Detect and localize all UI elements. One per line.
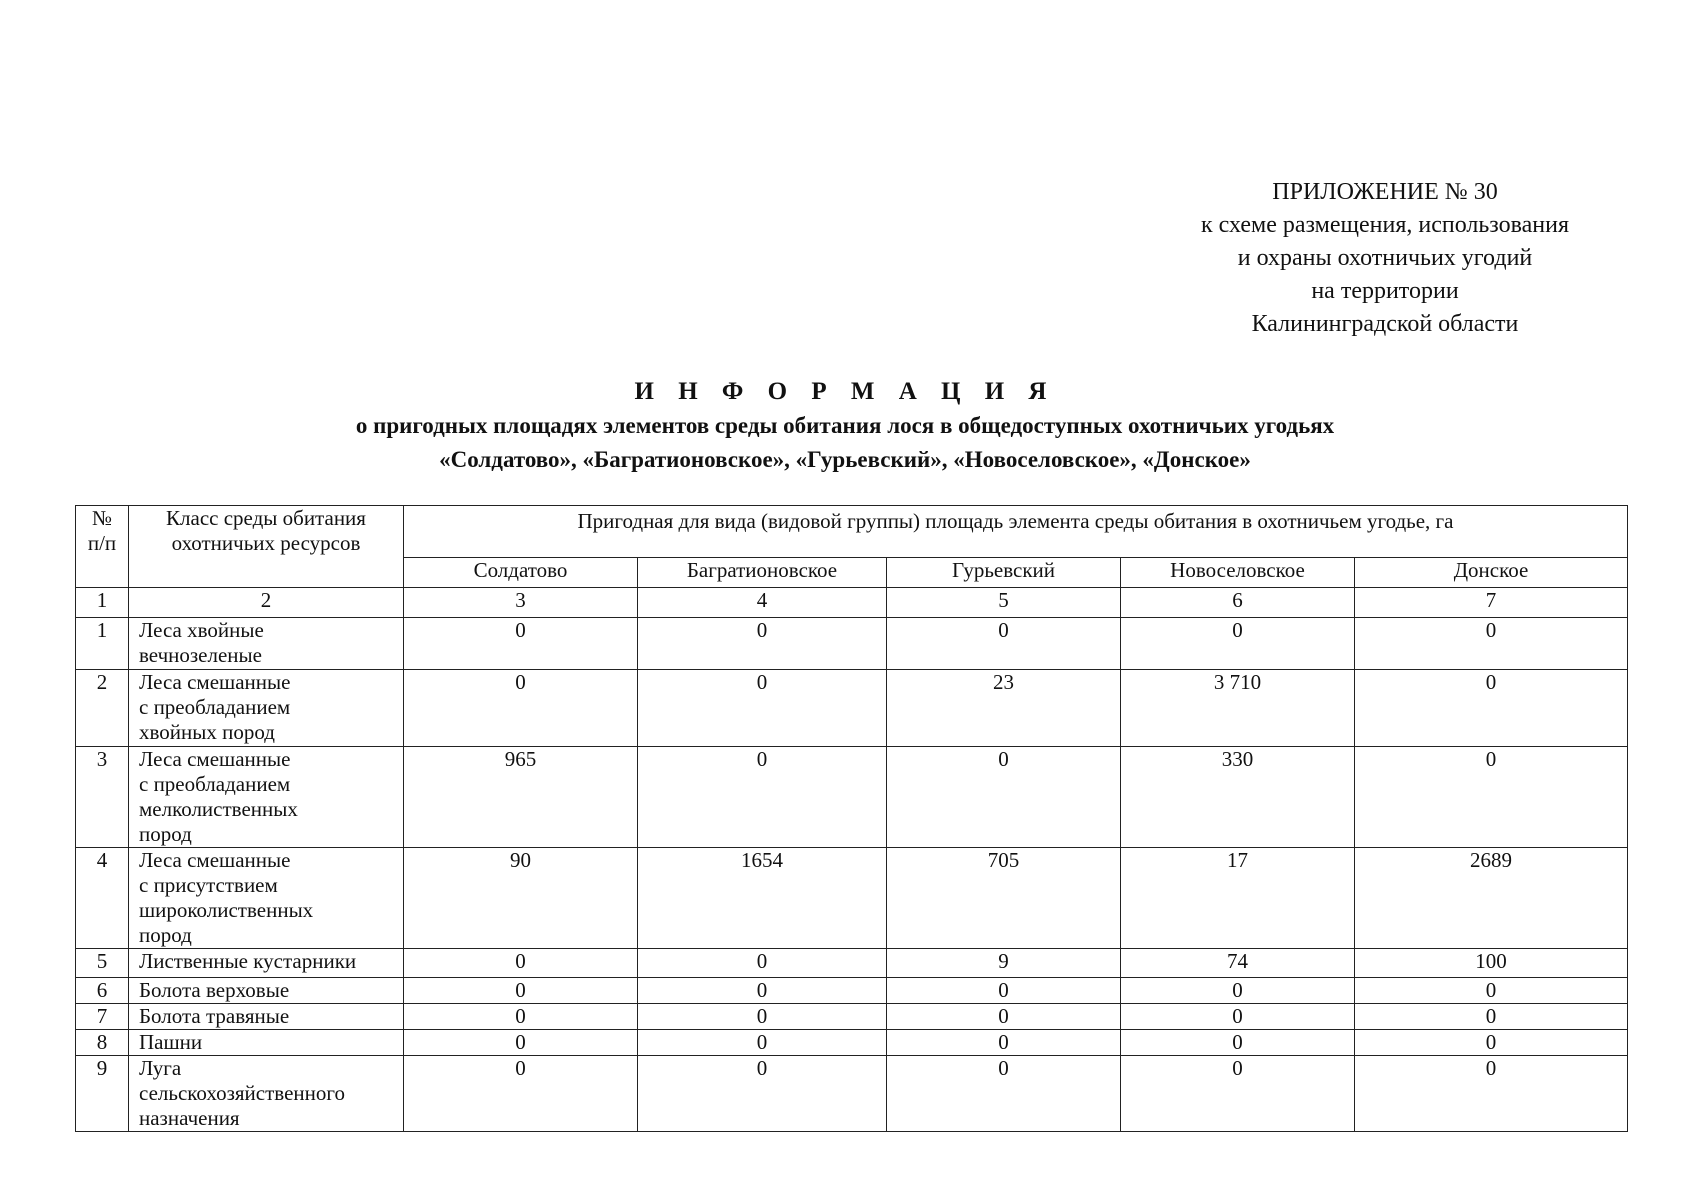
area-value: 0: [638, 670, 887, 747]
area-value: 90: [404, 848, 638, 949]
area-value: 0: [638, 1004, 887, 1030]
area-value: 0: [404, 670, 638, 747]
table-row: [76, 1004, 1628, 1030]
row-number: 7: [76, 1004, 129, 1030]
area-value: 0: [404, 1030, 638, 1056]
row-number: 4: [76, 848, 129, 949]
region-header: Солдатово: [404, 558, 638, 588]
row-number: 1: [76, 618, 129, 670]
habitat-class-line: с присутствием: [139, 873, 278, 897]
habitat-class: [129, 618, 404, 670]
habitat-class-line: мелколиственных: [139, 797, 298, 821]
habitat-class-line: Луга: [139, 1056, 182, 1080]
habitat-class-line: Леса смешанные: [139, 848, 291, 872]
area-value: 0: [1355, 618, 1628, 670]
area-value: 0: [887, 618, 1121, 670]
habitat-class: [129, 747, 404, 848]
appendix-block: [1160, 176, 1610, 341]
area-value: 9: [887, 949, 1121, 978]
area-value: 0: [1121, 978, 1355, 1004]
area-value: 0: [638, 1030, 887, 1056]
column-number: 3: [404, 588, 638, 618]
area-value: 0: [887, 1004, 1121, 1030]
area-value: 74: [1121, 949, 1355, 978]
appendix-line: на территории: [1311, 278, 1459, 304]
table-row: [76, 848, 1628, 949]
document-subtitle-line-1: о пригодных площадях элементов среды обитания лося в общедоступных охотничьих угодьях: [355, 413, 1335, 438]
appendix-line: к схеме размещения, использования: [1200, 212, 1570, 238]
row-number: 2: [76, 670, 129, 747]
area-value: 17: [1121, 848, 1355, 949]
table-row: [76, 1056, 1628, 1132]
table-header-row: [76, 506, 1628, 558]
column-number: 7: [1355, 588, 1628, 618]
appendix-line: ПРИЛОЖЕНИЕ № 30: [1272, 179, 1498, 205]
habitat-class-line: Болота травяные: [139, 1004, 290, 1028]
appendix-line: Калининградской области: [1251, 311, 1519, 337]
habitat-class: [129, 848, 404, 949]
area-value: 705: [887, 848, 1121, 949]
area-value: 0: [638, 1056, 887, 1132]
area-value: 0: [1121, 1030, 1355, 1056]
habitat-class-line: Пашни: [139, 1030, 203, 1054]
habitat-class: [129, 1056, 404, 1132]
document-subtitle-line-2: «Солдатово», «Багратионовское», «Гурьевский», «Новоселовское», «Донское»: [439, 447, 1251, 472]
habitat-class-line: назначения: [139, 1106, 240, 1130]
header-num: [76, 506, 129, 588]
table-row: [76, 618, 1628, 670]
area-value: 0: [1355, 670, 1628, 747]
area-value: 0: [887, 978, 1121, 1004]
area-value: 3 710: [1121, 670, 1355, 747]
habitat-class-line: широколиственных: [139, 898, 314, 922]
habitat-class-line: хвойных пород: [139, 720, 275, 744]
habitat-class-line: с преобладанием: [139, 695, 291, 719]
area-value: 330: [1121, 747, 1355, 848]
area-value: 0: [1121, 1056, 1355, 1132]
area-value: 0: [404, 1056, 638, 1132]
habitat-table: [75, 505, 1628, 1132]
area-value: 0: [638, 978, 887, 1004]
area-value: 0: [1121, 618, 1355, 670]
row-number: 9: [76, 1056, 129, 1132]
region-header: Гурьевский: [887, 558, 1121, 588]
area-value: 0: [1355, 978, 1628, 1004]
header-num-line: №: [91, 506, 113, 530]
region-header: Донское: [1355, 558, 1628, 588]
column-number: 5: [887, 588, 1121, 618]
habitat-class: [129, 1004, 404, 1030]
habitat-class-line: сельскохозяйственного: [139, 1081, 345, 1105]
area-value: 0: [887, 1056, 1121, 1132]
area-value: 0: [1121, 1004, 1355, 1030]
column-number: 4: [638, 588, 887, 618]
habitat-class: [129, 978, 404, 1004]
area-value: 1654: [638, 848, 887, 949]
row-number: 8: [76, 1030, 129, 1056]
habitat-class: [129, 949, 404, 978]
area-value: 0: [1355, 1056, 1628, 1132]
header-area-group: Пригодная для вида (видовой группы) площадь элемента среды обитания в охотничьем угодье, га: [404, 506, 1628, 558]
area-value: 23: [887, 670, 1121, 747]
header-class-line: охотничьих ресурсов: [171, 531, 361, 555]
header-num-line: п/п: [87, 531, 117, 555]
habitat-class-line: пород: [139, 822, 192, 846]
area-value: 0: [404, 618, 638, 670]
area-value: 0: [887, 747, 1121, 848]
habitat-class: [129, 1030, 404, 1056]
area-value: 2689: [1355, 848, 1628, 949]
table-row: [76, 978, 1628, 1004]
area-value: 0: [1355, 1004, 1628, 1030]
column-number: 6: [1121, 588, 1355, 618]
table-row: [76, 747, 1628, 848]
header-class-line: Класс среды обитания: [166, 506, 366, 530]
area-value: 965: [404, 747, 638, 848]
habitat-class: [129, 670, 404, 747]
document-title: И Н Ф О Р М А Ц И Я: [634, 378, 1056, 405]
column-number: 2: [129, 588, 404, 618]
table-row: [76, 949, 1628, 978]
area-value: 0: [1355, 1030, 1628, 1056]
row-number: 5: [76, 949, 129, 978]
area-value: 0: [638, 747, 887, 848]
habitat-class-line: с преобладанием: [139, 772, 291, 796]
habitat-class-line: Леса смешанные: [139, 747, 291, 771]
habitat-class-line: Лиственные кустарники: [139, 949, 357, 973]
habitat-class-line: Леса хвойные: [139, 618, 264, 642]
area-value: 0: [638, 618, 887, 670]
region-header: Новоселовское: [1121, 558, 1355, 588]
area-value: 0: [404, 949, 638, 978]
table-row: [76, 670, 1628, 747]
area-value: 100: [1355, 949, 1628, 978]
column-number-row: [76, 588, 1628, 618]
column-number: 1: [76, 588, 129, 618]
habitat-class-line: пород: [139, 923, 192, 947]
header-class: [129, 506, 404, 588]
habitat-class-line: вечнозеленые: [139, 643, 262, 667]
area-value: 0: [404, 978, 638, 1004]
region-header: Багратионовское: [638, 558, 887, 588]
habitat-class-line: Болота верховые: [139, 978, 290, 1002]
document-heading: [160, 375, 1530, 477]
table-row: [76, 1030, 1628, 1056]
row-number: 3: [76, 747, 129, 848]
area-value: 0: [1355, 747, 1628, 848]
appendix-line: и охраны охотничьих угодий: [1237, 245, 1533, 271]
area-value: 0: [638, 949, 887, 978]
habitat-class-line: Леса смешанные: [139, 670, 291, 694]
area-value: 0: [887, 1030, 1121, 1056]
area-value: 0: [404, 1004, 638, 1030]
row-number: 6: [76, 978, 129, 1004]
